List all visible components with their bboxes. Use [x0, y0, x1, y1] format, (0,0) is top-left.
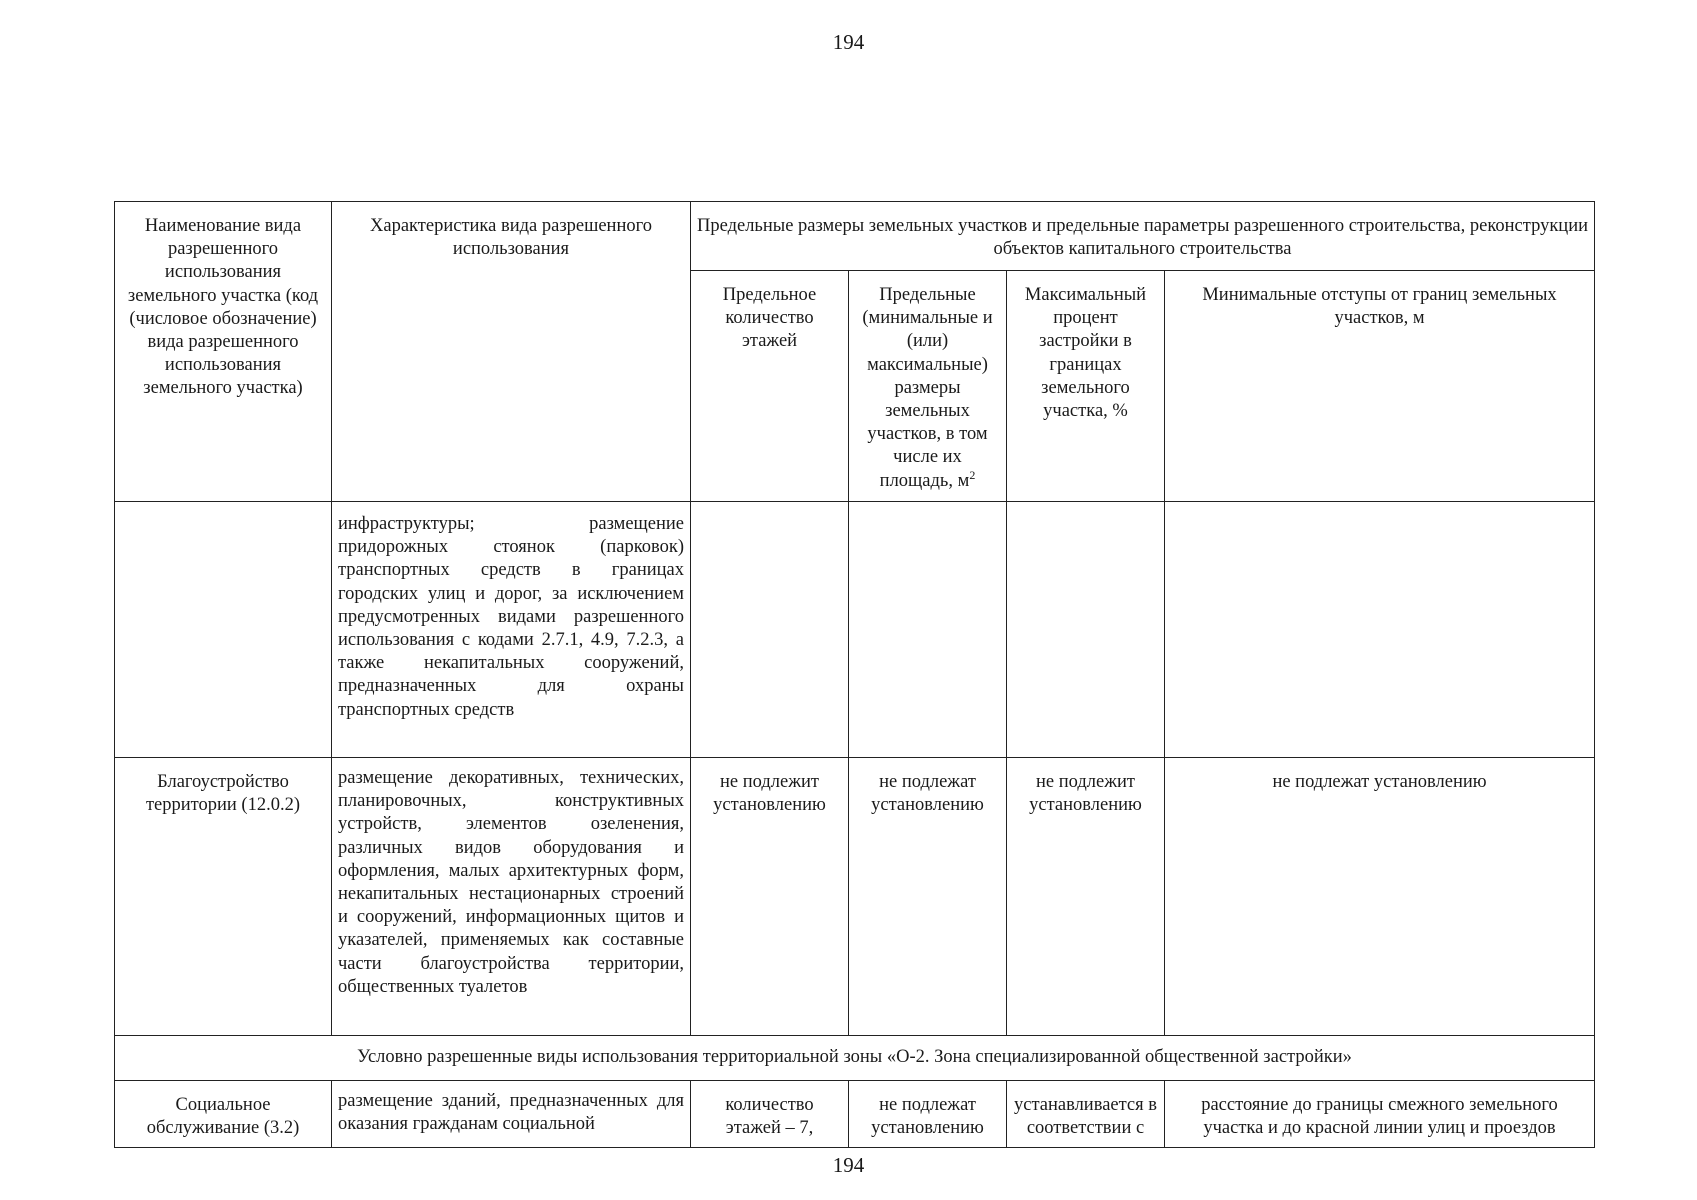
header-use-name: Наименование вида разрешенного использования земельного участка (код (числовое обозначение) вида разрешенного использования земельного участка) — [115, 202, 332, 502]
page-number-top: 194 — [832, 30, 865, 54]
land-use-table — [114, 201, 1595, 1148]
row-3-coverage: устанавливается в соответствии с — [1007, 1081, 1165, 1148]
section-row — [115, 1036, 1595, 1081]
row-3-description: размещение зданий, предназначенных для оказания гражданам социальной — [332, 1081, 691, 1148]
header-limits-group: Предельные размеры земельных участков и предельные параметры разрешенного строительства, реконструкции объектов капитального строительства — [691, 202, 1595, 271]
row-1-coverage — [1007, 502, 1165, 758]
row-2-coverage: не подлежит установлению — [1007, 758, 1165, 1036]
table-row — [115, 758, 1595, 1036]
header-use-description: Характеристика вида разрешенного использования — [332, 202, 691, 502]
header-row-1 — [115, 202, 1595, 271]
page-number-bottom: 194 — [832, 1153, 865, 1177]
table-row — [115, 1081, 1595, 1148]
row-3-setbacks: расстояние до границы смежного земельного участка и до красной линии улиц и проездов — [1165, 1081, 1595, 1148]
header-area-sup: 2 — [969, 467, 976, 482]
row-2-floors: не подлежит установлению — [691, 758, 849, 1036]
header-setbacks: Минимальные отступы от границ земельных участков, м — [1165, 271, 1595, 502]
table-row — [115, 502, 1595, 758]
header-coverage: Максимальный процент застройки в границах земельного участка, % — [1007, 271, 1165, 502]
row-3-floors: количество этажей – 7, — [691, 1081, 849, 1148]
row-2-name: Благоустройство территории (12.0.2) — [115, 758, 332, 1036]
header-floors: Предельное количество этажей — [691, 271, 849, 502]
row-1-floors — [691, 502, 849, 758]
section-title: Условно разрешенные виды использования территориальной зоны «О-2. Зона специализированной общественной застройки» — [115, 1036, 1595, 1081]
row-2-description: размещение декоративных, технических, планировочных, конструктивных устройств, элементов озеленения, различных видов оборудования и оформления, малых архитектурных форм, некапитальных нестационарных строений и сооружений, информационных щитов и указателей, применяемых как составные части благоустройства территории, общественных туалетов — [332, 758, 691, 1036]
row-3-name: Социальное обслуживание (3.2) — [115, 1081, 332, 1148]
header-area-text: Предельные (минимальные и (или) максимальные) размеры земельных участков, в том числе их площадь, м — [862, 285, 993, 491]
row-1-setbacks — [1165, 502, 1595, 758]
row-2-area: не подлежат установлению — [849, 758, 1007, 1036]
header-area — [849, 271, 1007, 502]
row-2-setbacks: не подлежат установлению — [1165, 758, 1595, 1036]
row-1-area — [849, 502, 1007, 758]
row-3-area: не подлежат установлению — [849, 1081, 1007, 1148]
row-1-name — [115, 502, 332, 758]
row-1-description: инфраструктуры; размещение придорожных стоянок (парковок) транспортных средств в границах городских улиц и дорог, за исключением предусмотренных видами разрешенного использования с кодами 2.7.1, 4.9, 7.2.3, а также некапитальных сооружений, предназначенных для охраны транспортных средств — [332, 502, 691, 758]
